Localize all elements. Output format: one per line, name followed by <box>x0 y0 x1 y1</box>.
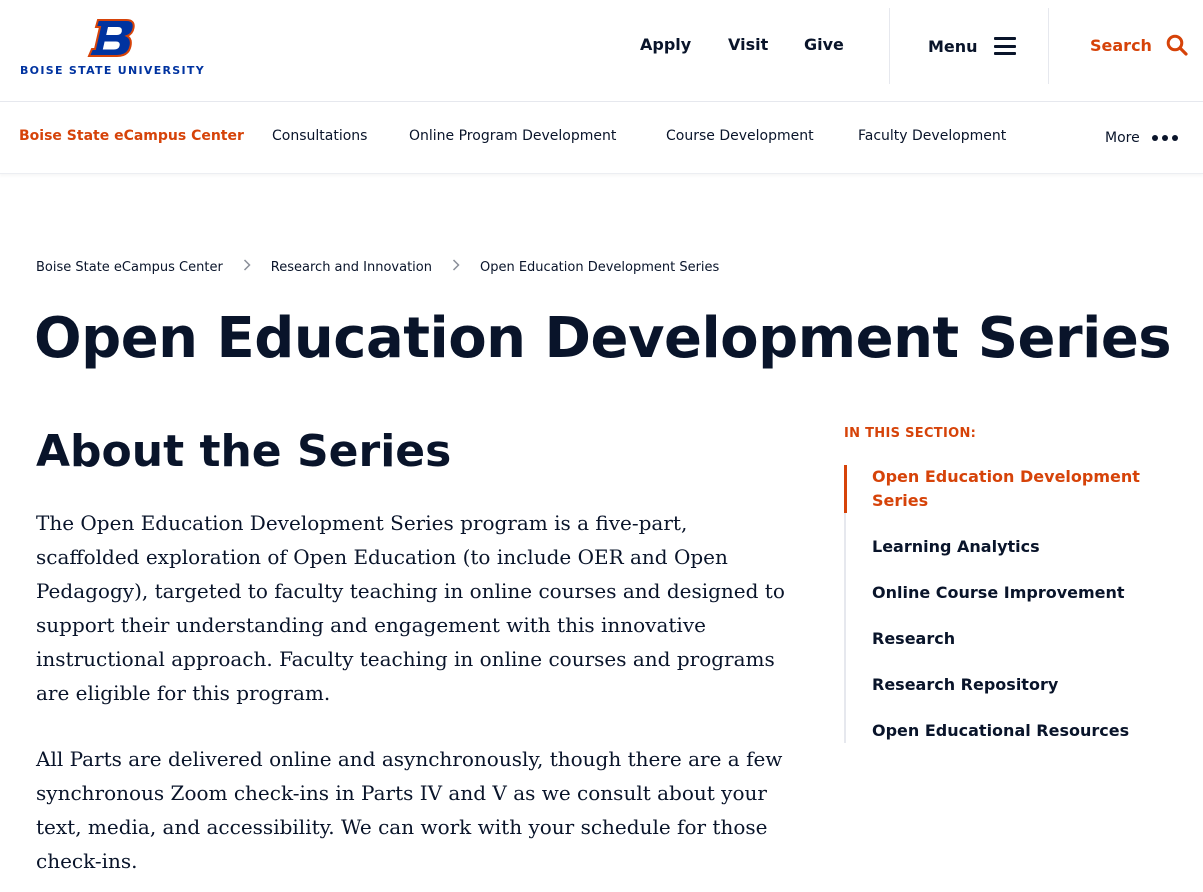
section-nav-item-online-course-improvement[interactable]: Online Course Improvement <box>872 583 1125 602</box>
menu-button[interactable] <box>928 34 1016 58</box>
page-title: Open Education Development Series <box>34 306 1172 371</box>
give-link[interactable]: Give <box>804 35 844 54</box>
header-divider <box>889 8 890 84</box>
more-label: More <box>1105 130 1140 146</box>
apply-link[interactable]: Apply <box>640 35 692 54</box>
subnav-item-online-program-development[interactable]: Online Program Development <box>409 128 617 144</box>
body-paragraph: The Open Education Development Series program is a five-part, scaffolded exploration of Open Education (to include OER and Open Pedagogy), targeted to faculty teaching in online courses and designed to support their understanding and engagement with this innovative instructional approach. Faculty teaching in online courses and programs are eligible for this program. <box>36 511 785 705</box>
section-nav-item-open-educational-resources[interactable]: Open Educational Resources <box>872 721 1130 740</box>
search-icon <box>1166 34 1188 56</box>
breadcrumb-current: Open Education Development Series <box>479 259 720 275</box>
more-dots-icon <box>1152 135 1178 141</box>
in-this-section-nav <box>844 426 1174 743</box>
section-nav-label: IN THIS SECTION: <box>844 426 977 441</box>
visit-link[interactable]: Visit <box>728 35 769 54</box>
section-nav-item-learning-analytics[interactable]: Learning Analytics <box>872 537 1040 556</box>
breadcrumb-link[interactable]: Boise State eCampus Center <box>36 259 223 275</box>
menu-label: Menu <box>928 36 978 56</box>
body-paragraph: All Parts are delivered online and asynchronously, though there are a few synchronous Zoom check-ins in Parts IV and V as we consult about your text, media, and accessibility. We can work with your schedule for those check-ins. <box>36 747 783 873</box>
breadcrumb-link[interactable]: Research and Innovation <box>270 259 432 275</box>
boise-state-logo[interactable] <box>20 16 204 76</box>
logo-wordmark: BOISE STATE UNIVERSITY <box>20 64 205 77</box>
header-divider <box>1048 8 1049 84</box>
section-nav-item-research-repository[interactable]: Research Repository <box>872 675 1059 694</box>
section-nav-item-open-education-development-series[interactable]: Open Education Development Series <box>872 465 1174 513</box>
main-content <box>36 420 796 878</box>
section-navbar <box>0 102 1203 174</box>
subnav-item-course-development[interactable]: Course Development <box>666 128 814 144</box>
search-label: Search <box>1090 35 1152 55</box>
section-nav-list <box>844 465 1174 743</box>
site-header <box>0 0 1203 102</box>
subnav-home-link[interactable]: Boise State eCampus Center <box>19 128 244 144</box>
more-button[interactable] <box>1105 130 1178 146</box>
bronco-b-logo-icon <box>86 18 136 58</box>
subnav-item-consultations[interactable]: Consultations <box>272 128 368 144</box>
subnav-item-faculty-development[interactable]: Faculty Development <box>858 128 1007 144</box>
chevron-right-icon <box>452 259 460 275</box>
hamburger-icon <box>994 37 1016 55</box>
breadcrumb <box>36 259 719 275</box>
section-heading: About the Series <box>36 426 452 477</box>
section-nav-item-research[interactable]: Research <box>872 629 956 648</box>
search-button[interactable] <box>1090 34 1188 56</box>
chevron-right-icon <box>243 259 251 275</box>
